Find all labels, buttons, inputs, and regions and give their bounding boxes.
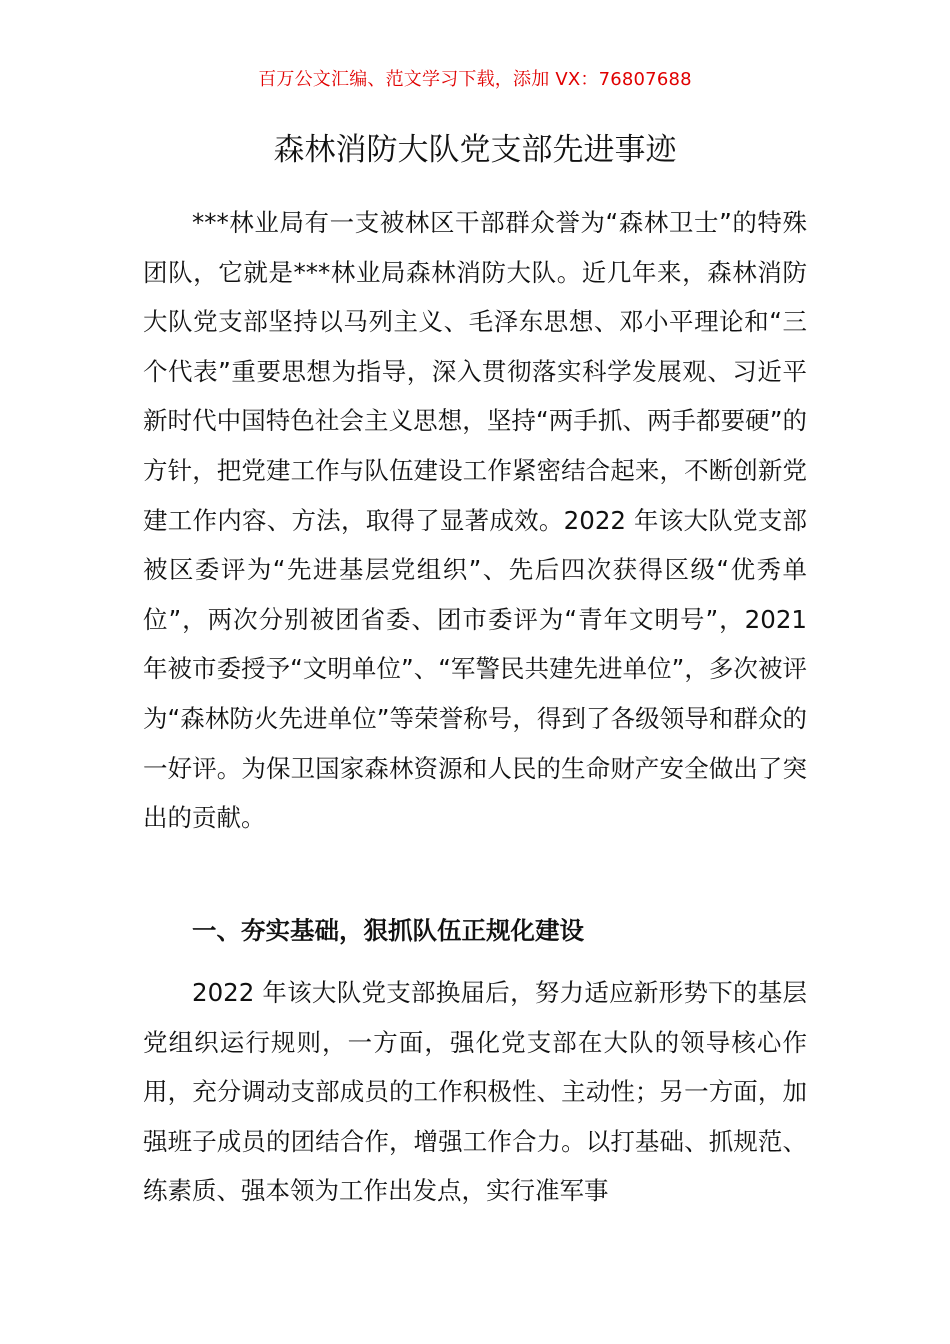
header-note: 百万公文汇编、范文学习下载，添加 VX：76807688	[258, 69, 692, 90]
paragraph-section-one: 2022 年该大队党支部换届后，努力适应新形势下的基层党组织运行规则，一方面，强化党支部在大队的领导核心作用，充分调动支部成员的工作积极性、主动性；另一方面，加强班子成员的团结合作，增强工作合力。以打基础、抓规范、练素质、强本领为工作出发点，实行准军事	[143, 978, 807, 1206]
paragraph-intro: ***林业局有一支被林区干部群众誉为“森林卫士”的特殊团队，它就是***林业局森林消防大队。近几年来，森林消防大队党支部坚持以马列主义、毛泽东思想、邓小平理论和“三个代表”重要思想为指导，深入贯彻落实科学发展观、习近平新时代中国特色社会主义思想，坚持“两手抓、两手都要硬”的方针，把党建工作与队伍建设工作紧密结合起来，不断创新党建工作内容、方法，取得了显著成效。2022 年该大队党支部被区委评为“先进基层党组织”、先后四次获得区级“优秀单位”，两次分别被团省委、团市委评为“青年文明号”，2021 年被市委授予“文明单位”、“军警民共建先进单位”，多次被评为“森林防火先进单位”等荣誉称号，得到了各级领导和群众的一好评。为保卫国家森林资源和人民的生命财产安全做出了突出的贡献。	[143, 208, 807, 833]
document-title: 森林消防大队党支部先进事迹	[273, 132, 677, 168]
section-heading: 一、夯实基础，狠抓队伍正规化建设	[192, 916, 584, 945]
